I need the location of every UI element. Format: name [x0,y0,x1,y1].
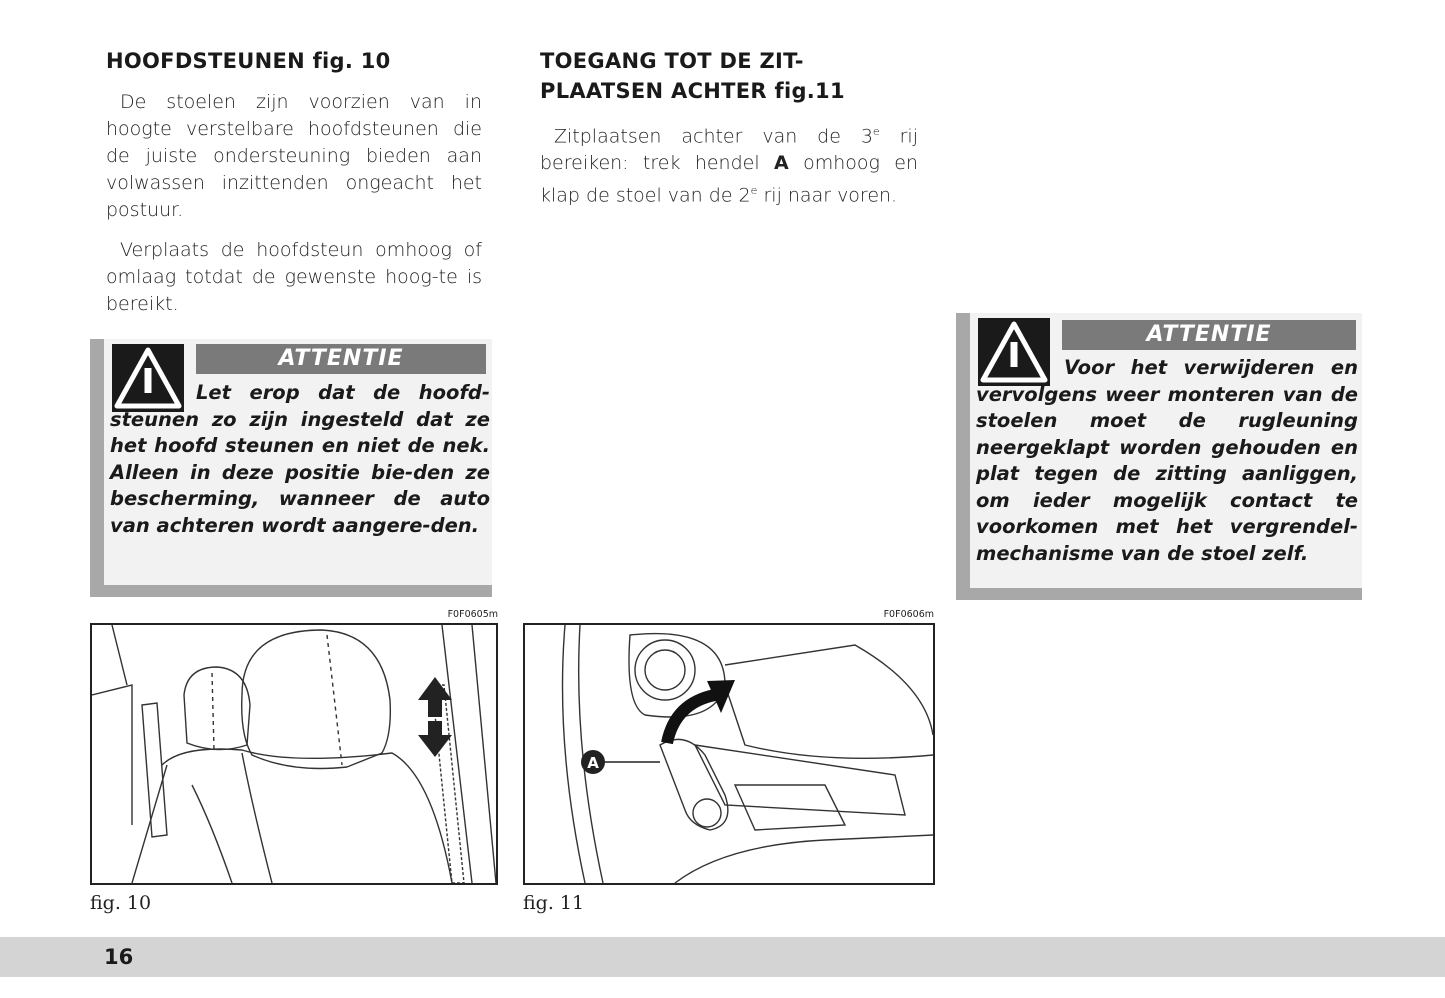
figure-10-caption: fig. 10 [90,892,152,914]
figure-10-headrest-illustration [90,623,498,885]
para-text-1: Zitplaatsen achter van de 3 [554,125,873,148]
rear-access-heading-line1: TOEGANG TOT DE ZIT- [540,49,804,73]
headrests-paragraph-1: De stoelen zijn voorzien van in hoogte verstelbare hoofdsteunen die de juiste ondersteuning bieden aan volwassen inzittenden ongeacht het postuur. [106,91,482,221]
warning-box-headrests [90,339,492,597]
warning-text-content: Let erop dat de hoofd-steunen zo zijn ingesteld dat ze het hoofd steunen en niet de nek. Alleen in deze positie bie-den ze bescherming, wanneer de auto van achteren wordt aangere-den. [110,381,490,537]
warning-text-seats [976,355,1358,567]
lever-label-a: A [587,754,599,772]
headrest-drawing [92,625,496,883]
para-text-3: omhoog en klap de stoel van de 2 [540,152,918,207]
page-footer [0,937,1445,977]
warning-title: ATTENTIE [1062,320,1356,350]
warning-text-headrests [110,380,490,539]
rear-access-heading-line2: PLAATSEN ACHTER fig.11 [540,79,845,103]
warning-text-content: Voor het verwijderen en vervolgens weer monteren van de stoelen moet de rugleuning neergeklapt worden gehouden en plat tegen de zitting aanliggen, om ieder mogelijk contact te voorkomen met het vergrendel-mechanisme van de stoel zelf. [976,356,1358,565]
warning-title: ATTENTIE [196,344,486,374]
rear-access-heading [540,46,845,106]
figure-11-caption: fig. 11 [523,892,585,914]
figure-10-code: F0F0605m [447,609,498,620]
lever-letter: A [774,152,789,175]
superscript-e-2: e [750,184,758,198]
headrests-heading: HOOFDSTEUNEN fig. 10 [106,49,391,73]
seat-lever-drawing [525,625,933,883]
headrests-paragraph-2: Verplaats de hoofdsteun omhoog of omlaag totdat de gewenste hoog-te is bereikt. [106,239,482,315]
para-text-4: rij naar voren. [757,184,898,207]
figure-11-code: F0F0606m [883,609,934,620]
rear-access-paragraph [540,118,918,210]
superscript-e: e [872,125,880,138]
page-number: 16 [104,945,134,969]
para-text-2: rij bereiken: trek hendel [540,125,918,175]
warning-box-seats [956,313,1362,600]
figure-11-seat-lever-illustration [523,623,935,885]
